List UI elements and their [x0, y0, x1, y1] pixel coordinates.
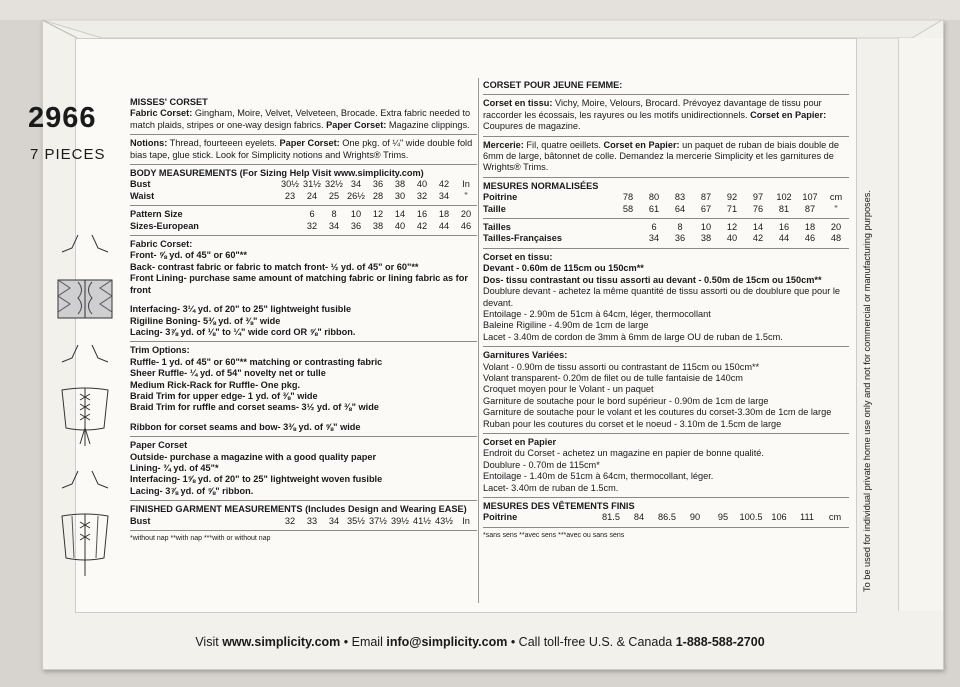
background	[0, 0, 960, 20]
size-value: 6	[309, 209, 315, 220]
size-value: 111	[800, 512, 814, 523]
size-value: 76	[752, 203, 764, 214]
size-value: 80	[648, 192, 660, 203]
garniture-ruban: Ruban pour les coutures du corset et le noeud - 3.10m de 1.5cm de large	[483, 418, 782, 429]
yardage-front: Front- ⅝ yd. of 45" or 60"**	[130, 250, 247, 261]
neckline-drawing	[50, 230, 120, 260]
size-value: 35½	[347, 515, 365, 526]
finished-bust-row: Bust 32 33 34 35½ 37½ 39½ 41½ 43½ In	[130, 516, 477, 527]
paper-interfacing: Interfacing- 1⅝ yd. of 20" to 25" lightweight woven fusible	[130, 474, 383, 485]
papier-lacet: Lacet- 3.40m de ruban de 1.5cm.	[483, 482, 619, 493]
size-value: 39½	[391, 515, 409, 526]
garniture-soutache-bord: Garniture de soutache pour le bord supérieur - 0.90m de 1cm de large	[483, 395, 769, 406]
size-value: 33	[306, 515, 318, 526]
size-value: 78	[622, 192, 634, 203]
size-value: 20	[460, 209, 472, 220]
size-value: 81	[778, 203, 790, 214]
size-value: 26½	[347, 190, 365, 201]
trim-braid-ruffle: Braid Trim for ruffle and corset seams- 3½ yd. of ⅜" wide	[130, 402, 379, 413]
size-value: 95	[717, 512, 729, 523]
website-link[interactable]: www.simplicity.com	[222, 635, 341, 649]
size-value: 40	[726, 233, 738, 244]
bust-row: Bust 30½ 31½ 32½ 34 36 38 40 42 In	[130, 179, 477, 190]
french-footnote: *sans sens **avec sens ***avec ou sans sens	[483, 531, 625, 539]
size-value: 14	[752, 222, 764, 233]
french-column	[483, 80, 849, 540]
size-value: 32	[284, 515, 296, 526]
size-value: "	[834, 203, 838, 214]
size-value: 34	[648, 233, 660, 244]
trim-sheer-ruffle: Sheer Ruffle- ¼ yd. of 54" novelty net or tulle	[130, 368, 326, 379]
size-value: 83	[674, 192, 686, 203]
yardage-front-lining: Front Lining- purchase same amount of matching fabric or lining fabric as for front	[130, 273, 468, 295]
size-value: 44	[438, 220, 450, 231]
trim-ruffle: Ruffle- 1 yd. of 45" or 60"** matching or contrasting fabric	[130, 356, 383, 367]
garniture-volant-transparent: Volant transparent- 0.20m de filet ou de tulle fantaisie de 140cm	[483, 372, 743, 383]
metrage-lacet: Lacet - 3.40m de cordon de 3mm à 6mm de large OU de ruban de 1.5cm.	[483, 331, 783, 342]
taille-row: Taille 58 61 64 67 71 76 81 87 "	[483, 204, 849, 215]
paper-corset-heading: Paper Corset	[130, 440, 188, 451]
size-value: 38	[700, 233, 712, 244]
corset-tissu-heading: Corset en tissu:	[483, 251, 553, 262]
size-value: 24	[306, 190, 318, 201]
size-value: 44	[778, 233, 790, 244]
pieces-count: 7 PIECES	[30, 146, 106, 163]
size-value: 107	[802, 192, 818, 203]
garniture-soutache-volant: Garniture de soutache pour le volant et les coutures du corset-3.30m de 1cm de large	[483, 407, 832, 418]
papier-endroit: Endroit du Corset - achetez un magazine en papier de bonne qualité.	[483, 448, 764, 459]
size-value: 18	[804, 222, 816, 233]
trim-rickrack: Medium Rick-Rack for Ruffle- One pkg.	[130, 379, 300, 390]
size-value: 92	[726, 192, 738, 203]
paper-outside: Outside- purchase a magazine with a good quality paper	[130, 451, 377, 462]
size-value: 100.5	[739, 512, 763, 523]
email-link[interactable]: info@simplicity.com	[386, 635, 508, 649]
fin-poitrine-row: Poitrine 81.5 84 86.5 90 95 100.5 106 111 cm	[483, 512, 849, 523]
paper-lacing: Lacing- 3⅞ yd. of ⅝" ribbon.	[130, 485, 254, 496]
english-title: MISSES' CORSET	[130, 97, 208, 107]
size-value: 10	[350, 209, 362, 220]
size-value: In	[462, 515, 470, 526]
size-value: 31½	[303, 179, 321, 190]
yardage-rigiline: Rigiline Boning- 5⅜ yd. of ⅜" wide	[130, 315, 281, 326]
paper-corset-illustration	[50, 510, 120, 584]
size-value: 90	[689, 512, 701, 523]
footer-contact: Visit www.simplicity.com • Email info@simplicity.com • Call toll-free U.S. & Canada 1-888-588-2700	[195, 635, 765, 649]
metrage-doublure-devant: Doublure devant - achetez la même quantité de tissu assorti ou de doublure que pour le devant.	[483, 286, 841, 308]
size-value: 61	[648, 203, 660, 214]
corset-back-illustration	[50, 384, 120, 454]
size-value: 34	[328, 515, 340, 526]
yardage-interfacing: Interfacing- 3¼ yd. of 20" to 25" lightweight fusible	[130, 304, 352, 315]
size-value: 102	[776, 192, 792, 203]
size-value: 34	[328, 220, 340, 231]
size-value: 41½	[413, 515, 431, 526]
size-value: In	[462, 179, 470, 190]
size-value: 36	[674, 233, 686, 244]
fabric-corset-illustration	[50, 276, 120, 322]
tissus-suggestions: Corset en tissu: Vichy, Moire, Velours, Brocard. Prévoyez davantage de tissu pour raccorder les écossais, les rayures ou les motifs unidirectionnels. Corset en Papier: Coupures de magazine.	[483, 98, 827, 132]
size-value: 97	[752, 192, 764, 203]
size-value: 71	[726, 203, 738, 214]
size-value: 16	[778, 222, 790, 233]
neckline-drawing-2	[50, 340, 120, 370]
paper-lining: Lining- ¾ yd. of 45"*	[130, 462, 219, 473]
finished-measurements-title: FINISHED GARMENT MEASUREMENTS (Includes Design and Wearing EASE)	[130, 504, 467, 515]
size-value: 28	[372, 190, 384, 201]
size-value: 12	[726, 222, 738, 233]
size-value: 34	[350, 179, 362, 190]
size-value: 30½	[281, 179, 299, 190]
size-value: 43½	[435, 515, 453, 526]
size-value: 23	[284, 190, 296, 201]
tailles-row: Tailles 6 8 10 12 14 16 18 20	[483, 222, 849, 233]
size-value: 8	[331, 209, 337, 220]
size-value: 32½	[325, 179, 343, 190]
size-value: 32	[306, 220, 318, 231]
size-value: 18	[438, 209, 450, 220]
size-value: 87	[700, 192, 712, 203]
size-value: 14	[394, 209, 406, 220]
size-value: 87	[804, 203, 816, 214]
usage-note: To be used for individual private home use only and not for commercial or manufacturing purposes.	[862, 190, 872, 592]
size-value: 10	[700, 222, 712, 233]
trim-options-heading: Trim Options:	[130, 345, 190, 356]
garniture-volant: Volant - 0.90m de tissu assorti ou contrastant de 115cm ou 150cm**	[483, 361, 760, 372]
english-footnote: *without nap **with nap ***with or without nap	[130, 535, 271, 542]
english-column	[130, 97, 477, 543]
size-value: 64	[674, 203, 686, 214]
size-value: 30	[394, 190, 406, 201]
body-measurements-title: BODY MEASUREMENTS (For Sizing Help Visit www.simplicity.com)	[130, 168, 424, 179]
mesures-finis-title: MESURES DES VÊTEMENTS FINIS	[483, 501, 635, 511]
poitrine-row: Poitrine 78 80 83 87 92 97 102 107 cm	[483, 192, 849, 203]
size-value: 40	[394, 220, 406, 231]
size-value: 42	[752, 233, 764, 244]
corset-papier-heading: Corset en Papier	[483, 436, 557, 447]
metrage-devant: Devant - 0.60m de 115cm ou 150cm**	[483, 263, 644, 274]
fabric-corset-heading: Fabric Corset:	[130, 239, 193, 250]
size-value: 67	[700, 203, 712, 214]
mesures-title: MESURES NORMALISÉES	[483, 180, 599, 191]
size-value: 12	[372, 209, 384, 220]
size-value: 36	[350, 220, 362, 231]
size-value: 36	[372, 179, 384, 190]
notions: Notions: Thread, fourteeen eyelets. Paper Corset: One pkg. of ¼" wide double fold bias tape, glue stick. Look for Simplicity notions and Wrights® Trims.	[130, 138, 473, 160]
size-value: 38	[372, 220, 384, 231]
french-title: CORSET POUR JEUNE FEMME:	[483, 80, 623, 90]
size-value: 38	[394, 179, 406, 190]
papier-doublure: Doublure - 0.70m de 115cm*	[483, 459, 600, 470]
size-value: cm	[829, 192, 843, 203]
metrage-entoilage: Entoilage - 2.90m de 51cm à 64cm, léger, thermocollant	[483, 308, 711, 319]
trim-braid-upper: Braid Trim for upper edge- 1 yd. of ⅜" wide	[130, 390, 318, 401]
size-value: 34	[438, 190, 450, 201]
size-value: 58	[622, 203, 634, 214]
neckline-drawing-3	[50, 466, 120, 496]
size-value: 42	[416, 220, 428, 231]
pattern-number: 2966	[28, 102, 97, 134]
size-value: 81.5	[602, 512, 620, 523]
garniture-croquet: Croquet moyen pour le Volant - un paquet	[483, 384, 654, 395]
size-value: 6	[651, 222, 657, 233]
yardage-lacing: Lacing- 3⅞ yd. of ⅛" to ¼" wide cord OR ⅝" ribbon.	[130, 326, 356, 337]
metrage-baleine: Baleine Rigiline - 4.90m de 1cm de large	[483, 320, 649, 331]
side-strip	[898, 38, 943, 611]
size-value: 106	[771, 512, 787, 523]
tailles-fr-row: Tailles-Françaises 34 36 38 40 42 44 46 48	[483, 233, 849, 244]
size-value: 32	[416, 190, 428, 201]
size-value: 86.5	[658, 512, 676, 523]
size-value: 20	[830, 222, 842, 233]
garnitures-heading: Garnitures Variées:	[483, 350, 568, 361]
mercerie: Mercerie: Fil, quatre oeillets. Corset en Papier: un paquet de ruban de biais double de 6mm de large, bâtonnet de colle. Demandez la mercerie Simplicity et les garnitures de Wrights® Trims.	[483, 139, 839, 173]
yardage-back: Back- contrast fabric or fabric to match front- ½ yd. of 45" or 60"**	[130, 261, 419, 272]
size-value: "	[464, 190, 468, 201]
size-value: 46	[804, 233, 816, 244]
size-value: 25	[328, 190, 340, 201]
trim-ribbon-bow: Ribbon for corset seams and bow- 3⅜ yd. of ⅝" wide	[130, 421, 361, 432]
phone-number: 1-888-588-2700	[675, 635, 765, 649]
fabric-suggestions: Fabric Corset: Gingham, Moire, Velvet, Velveteen, Brocade. Extra fabric needed to match plaids, stripes or one-way design fabrics. Paper Corset: Magazine clippings.	[130, 108, 471, 130]
size-value: 84	[633, 512, 645, 523]
papier-entoilage: Entoilage - 1.40m de 51cm à 64cm, thermocollant, léger.	[483, 471, 714, 482]
pattern-size-row: Pattern Size 6 8 10 12 14 16 18 20	[130, 209, 477, 220]
size-value: cm	[828, 512, 842, 523]
metrage-dos: Dos- tissu contrastant ou tissu assorti au devant - 0.50m de 15cm ou 150cm**	[483, 274, 822, 285]
size-value: 40	[416, 179, 428, 190]
size-value: 16	[416, 209, 428, 220]
waist-row: Waist 23 24 25 26½ 28 30 32 34 "	[130, 191, 477, 202]
size-value: 48	[830, 233, 842, 244]
size-value: 46	[460, 220, 472, 231]
size-value: 8	[677, 222, 683, 233]
size-value: 37½	[369, 515, 387, 526]
column-separator	[478, 78, 479, 603]
sizes-european-row: Sizes-European 32 34 36 38 40 42 44 46	[130, 221, 477, 232]
size-value: 42	[438, 179, 450, 190]
